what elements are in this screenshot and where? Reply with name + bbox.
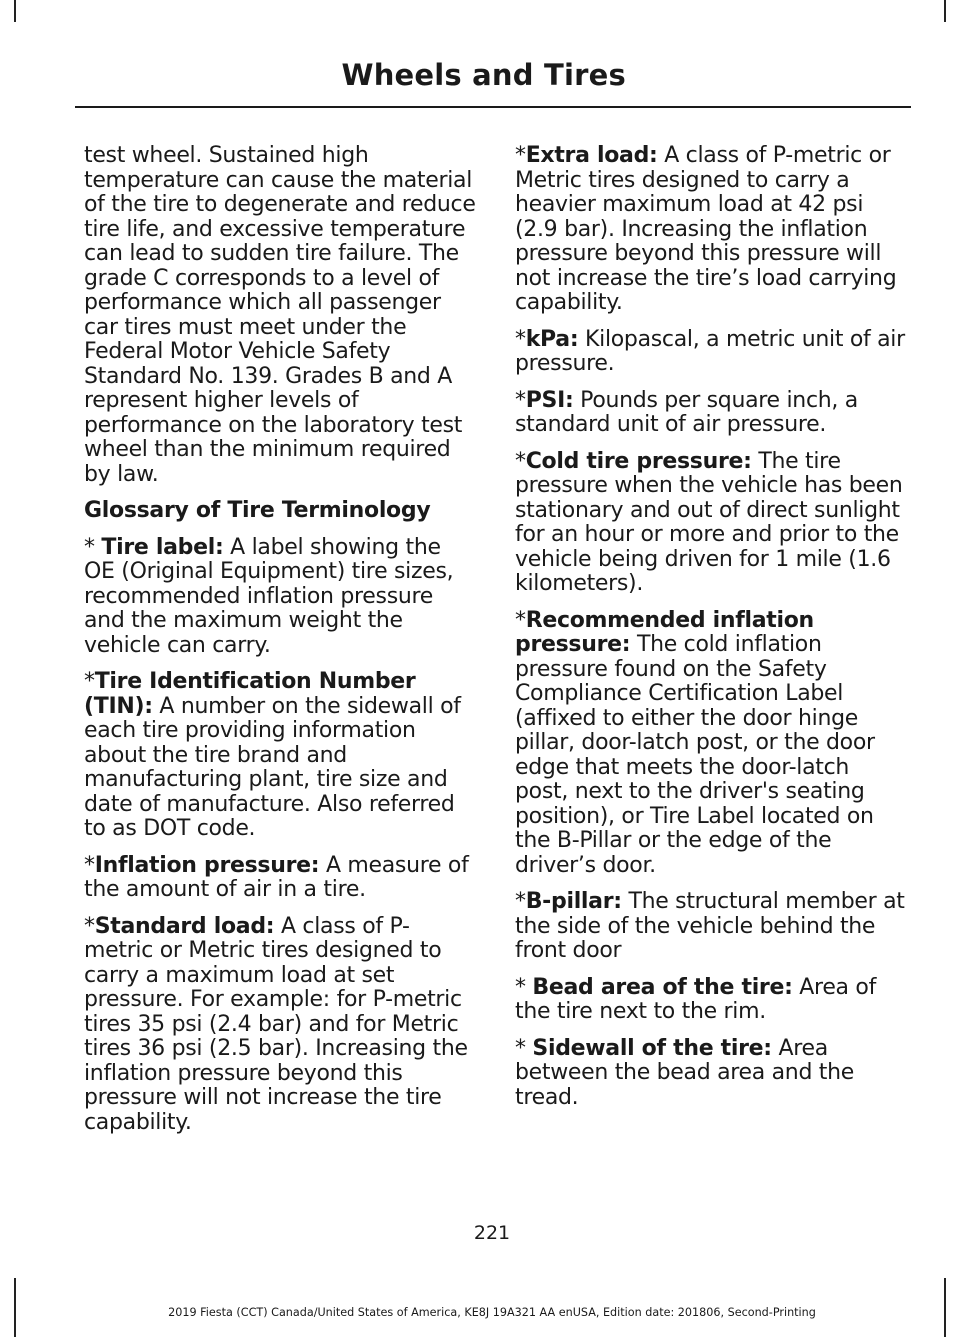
entry-definition: Area of the tire next to the rim.: [515, 974, 877, 1024]
intro-paragraph: test wheel. Sustained high temperature can cause the material of the tire to degenerate and reduce tire life, and excessive temperature can lead to sudden tire failure. The grade C corresponds to a level of performance which all passenger car tires must meet under the Federal Motor Vehicle Safety Standard No. 139. Grades B and A represent higher levels of performance on the laboratory test wheel than the minimum required by law.: [84, 143, 476, 487]
entry-term: Inflation pressure:: [94, 852, 320, 878]
entry-definition: A class of P-metric or Metric tires designed to carry a heavier maximum load at 42 psi (2.9 bar). Increasing the inflation pressure beyond this pressure will not increase the tire’s load carrying capability.: [515, 143, 897, 315]
entry-prefix: *: [84, 534, 102, 560]
entry-prefix: *: [515, 1035, 533, 1061]
entry-term: Recommended inflation pressure:: [515, 607, 814, 657]
entry-definition: A label showing the OE (Original Equipment) tire sizes, recommended inflation pressure and the maximum weight the vehicle can carry.: [84, 534, 454, 658]
glossary-heading: Glossary of Tire Terminology: [84, 498, 431, 523]
left-column: [84, 144, 476, 1147]
entry-definition: A class of P-metric or Metric tires designed to carry a maximum load at set pressure. For example: for P-metric tires 35 psi (2.4 bar) and for Metric tires 36 psi (2.5 bar). Increasing the inflation pressure beyond this pressure will not increase the tire capability.: [84, 913, 468, 1135]
entry-definition: The structural member at the side of the vehicle behind the front door: [515, 889, 905, 963]
header-divider: [75, 106, 911, 108]
entry-term: Tire label:: [101, 534, 224, 560]
glossary-entry-tire-label: [84, 536, 476, 659]
entry-term: PSI:: [525, 387, 574, 413]
entry-term: Standard load:: [94, 913, 275, 939]
glossary-entry-recommended-inflation-pressure: [515, 609, 907, 879]
entry-definition: A number on the sidewall of each tire providing information about the tire brand and manufacturing plant, tire size and date of manufacture. Also referred to as DOT code.: [84, 693, 461, 841]
glossary-entry-standard-load: [84, 915, 476, 1136]
entry-prefix: *: [515, 387, 526, 413]
entry-prefix: *: [515, 143, 526, 168]
entry-definition: Kilopascal, a metric unit of air pressure.: [515, 326, 905, 376]
entry-prefix: *: [515, 607, 526, 633]
glossary-entry-extra-load: [515, 144, 907, 316]
entry-prefix: *: [515, 889, 526, 914]
entry-term: kPa:: [525, 326, 579, 352]
glossary-entry-sidewall: [515, 1037, 907, 1111]
entry-prefix: *: [84, 852, 95, 878]
right-column: [515, 144, 907, 1122]
glossary-entry-tin: [84, 670, 476, 842]
entry-definition: The tire pressure when the vehicle has been stationary and out of direct sunlight for an hour or more and prior to the vehicle being driven for 1 mile (1.6 kilometers).: [515, 448, 903, 596]
entry-prefix: *: [515, 326, 526, 352]
crop-mark-top-right: [944, 0, 946, 22]
crop-mark-top-left: [14, 0, 16, 22]
entry-prefix: *: [515, 974, 533, 1000]
entry-definition: The cold inflation pressure found on the Safety Compliance Certification Label (affixed to either the door hinge pillar, door-latch post, or the door edge that meets the door-latch post, next to the driver's seating position), or Tire Label located on the B-Pillar or the edge of the driver’s door.: [515, 632, 875, 878]
entry-term: Sidewall of the tire:: [532, 1035, 772, 1061]
glossary-entry-cold-tire-pressure: [515, 450, 907, 597]
entry-definition: Pounds per square inch, a standard unit of air pressure.: [515, 387, 858, 437]
entry-definition: A measure of the amount of air in a tire.: [84, 852, 469, 902]
glossary-entry-inflation-pressure: [84, 854, 476, 903]
entry-term: Cold tire pressure:: [525, 448, 752, 474]
entry-prefix: *: [515, 448, 526, 474]
entry-prefix: *: [84, 913, 95, 939]
entry-term: Extra load:: [525, 143, 658, 168]
entry-definition: Area between the bead area and the tread.: [515, 1035, 855, 1110]
glossary-entry-b-pillar: [515, 890, 907, 964]
entry-term: Bead area of the tire:: [532, 974, 793, 1000]
page-number: 221: [473, 1222, 511, 1244]
entry-term: Tire Identification Number (TIN):: [84, 669, 416, 719]
entry-term: B-pillar:: [525, 889, 622, 914]
edition-footer: 2019 Fiesta (CCT) Canada/United States of America, KE8J 19A321 AA enUSA, Edition date: 201806, Second-Printing: [168, 1306, 816, 1319]
glossary-entry-psi: [515, 389, 907, 438]
glossary-entry-kpa: [515, 328, 907, 377]
entry-prefix: *: [84, 669, 95, 694]
glossary-entry-bead-area: [515, 976, 907, 1025]
section-title: Wheels and Tires: [341, 58, 626, 92]
